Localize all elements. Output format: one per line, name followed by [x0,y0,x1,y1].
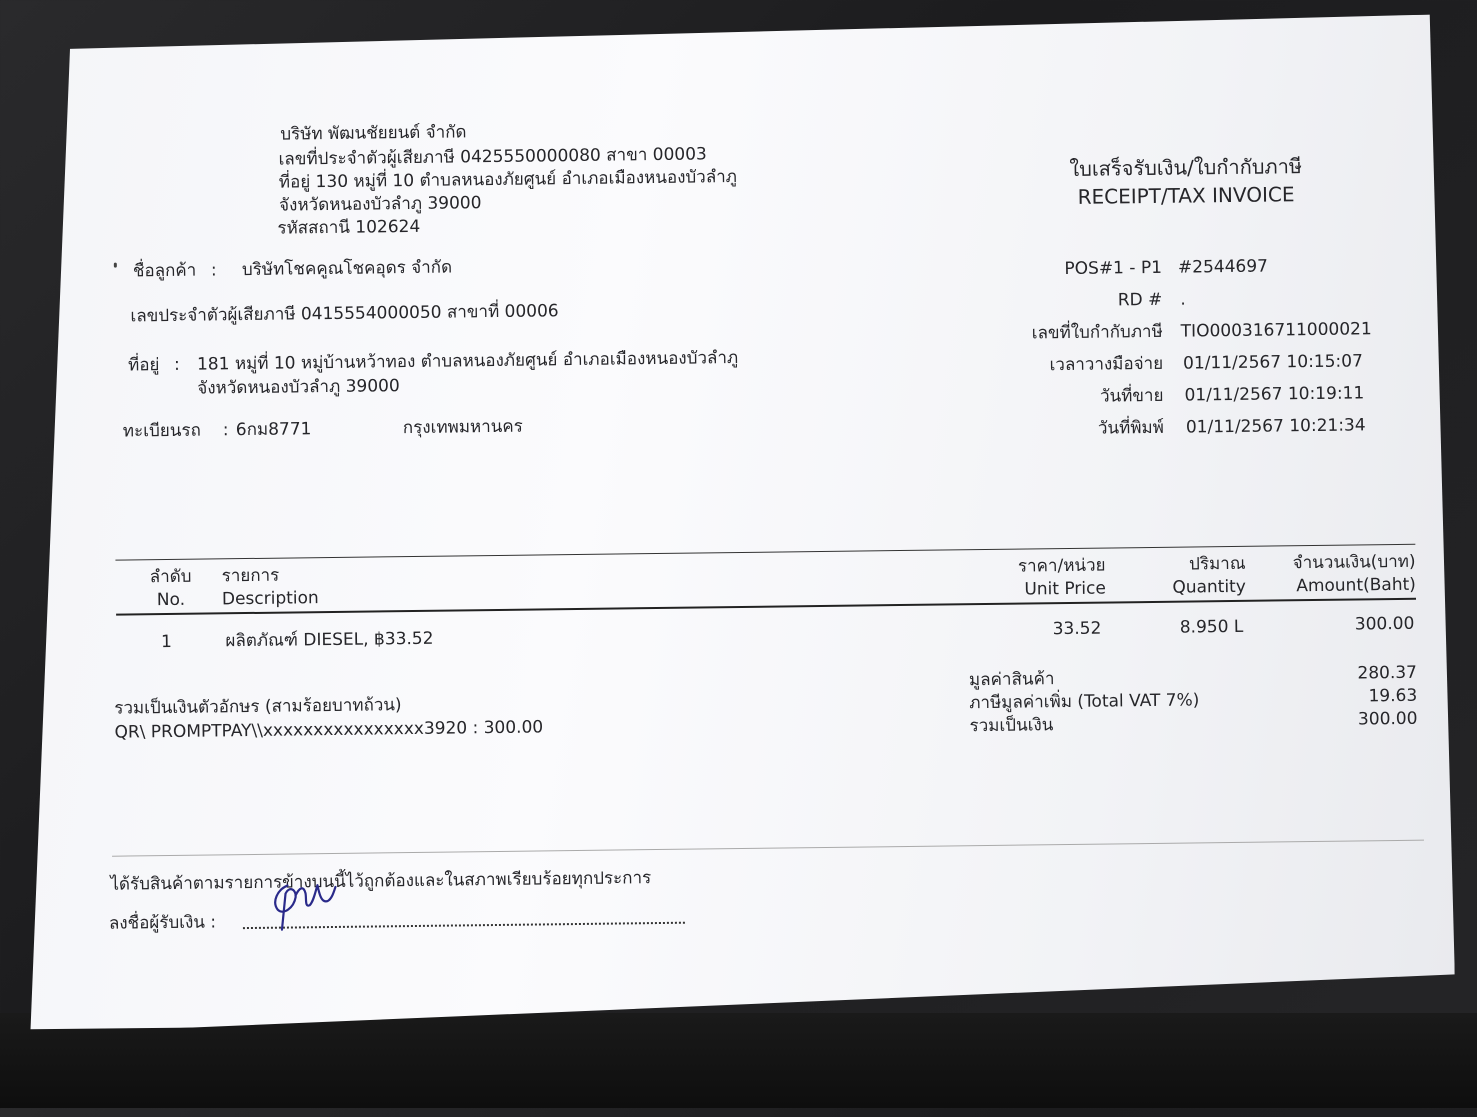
doc-info-label-sale-date: วันที่ขาย [1099,385,1164,407]
company-tax-id: เลขที่ประจำตัวผู้เสียภาษี 0425550000080 สาขา 00003 [278,144,707,170]
total-label-vat: ภาษีมูลค่าเพิ่ม (Total VAT 7%) [969,690,1200,714]
stray-mark [114,263,117,268]
amount-in-words: รวมเป็นเงินตัวอักษร (สามร้อยบาทถ้วน) [114,695,402,719]
total-value-goods-value: 280.37 [1357,662,1418,684]
col-header-qty-th: ปริมาณ [1189,553,1246,575]
col-header-no-th: ลำดับ [149,566,192,588]
customer-tax-id: เลขประจำตัวผู้เสียภาษี 0415554000050 สาขาที่ 00006 [130,301,559,327]
col-header-desc-th: รายการ [221,565,280,587]
col-header-desc-en: Description [221,588,319,610]
company-address-line2: จังหวัดหนองบัวลำภู 39000 [279,193,482,216]
customer-address-colon: : [173,354,180,375]
station-code: รหัสสถานี 102624 [277,216,421,239]
total-value-grand-total: 300.00 [1357,708,1418,730]
payment-method: QR\ PROMPTPAY\\xxxxxxxxxxxxxxxx3920 : 300.00 [114,717,544,743]
col-header-price-en: Unit Price [1024,578,1106,600]
footer-rule [112,840,1424,857]
col-header-no-en: No. [156,589,186,611]
total-label-goods-value: มูลค่าสินค้า [968,669,1055,691]
col-header-qty-en: Quantity [1172,576,1246,598]
col-header-amount-en: Amount(Baht) [1296,574,1416,597]
doc-info-label-print-date: วันที่พิมพ์ [1097,417,1165,439]
row-quantity: 8.950 L [1179,616,1244,638]
customer-name-label: ชื่อลูกค้า [132,260,197,282]
col-header-amount-th: จำนวนเงิน(บาท) [1292,551,1416,574]
customer-address-line1: 181 หมู่ที่ 10 หมู่บ้านหว้าทอง ตำบลหนองภัยศูนย์ อำเภอเมืองหนองบัวลำภู [196,348,739,375]
total-value-vat: 19.63 [1368,685,1418,707]
row-description: ผลิตภัณฑ์ DIESEL, ฿33.52 [225,628,434,652]
doc-title-thai: ใบเสร็จรับเงิน/ใบกำกับภาษี [1069,154,1303,181]
company-name: บริษัท พัฒนชัยยนต์ จำกัด [280,122,467,145]
plate-number: 6กม8771 [235,419,312,441]
doc-info-label-nozzle-time: เวลาวางมือจ่าย [1049,353,1164,376]
doc-info-value-tax-invoice-no: TIO000316711000021 [1180,319,1372,342]
signature-label: ลงชื่อผู้รับเงิน : [108,912,217,934]
doc-title-english: RECEIPT/TAX INVOICE [1077,182,1295,209]
plate-label: ทะเบียนรถ [122,420,201,442]
signature-scribble [259,867,350,938]
row-no: 1 [160,631,172,653]
plate-province: กรุงเทพมหานคร [402,416,523,439]
doc-info-label-tax-invoice-no: เลขที่ใบกำกับภาษี [1031,321,1163,344]
received-statement: ได้รับสินค้าตามรายการข้างบนนี้ไว้ถูกต้องและในสภาพเรียบร้อยทุกประการ [110,868,652,895]
customer-address-label: ที่อยู่ [127,355,160,376]
company-address-line1: ที่อยู่ 130 หมู่ที่ 10 ตำบลหนองภัยศูนย์ อำเภอเมืองหนองบัวลำภู [278,167,738,193]
doc-info-value-nozzle-time: 01/11/2567 10:15:07 [1182,351,1363,374]
plate-colon: : [222,420,229,441]
doc-info-label-pos: POS#1 - P1 [1064,257,1163,280]
doc-info-value-rd: . [1180,289,1186,310]
customer-name-colon: : [210,260,217,281]
customer-address-line2: จังหวัดหนองบัวลำภู 39000 [197,376,400,399]
doc-info-value-sale-date: 01/11/2567 10:19:11 [1184,383,1365,406]
row-amount: 300.00 [1354,613,1415,635]
total-label-grand-total: รวมเป็นเงิน [969,715,1054,737]
doc-info-value-pos: #2544697 [1177,256,1269,278]
customer-name: บริษัทโชคคูณโชคอุดร จำกัด [241,257,453,281]
col-header-price-th: ราคา/หน่วย [1017,555,1106,577]
doc-info-label-rd: RD # [1117,289,1163,311]
row-unit-price: 33.52 [1052,618,1102,640]
doc-info-value-print-date: 01/11/2567 10:21:34 [1185,415,1366,438]
